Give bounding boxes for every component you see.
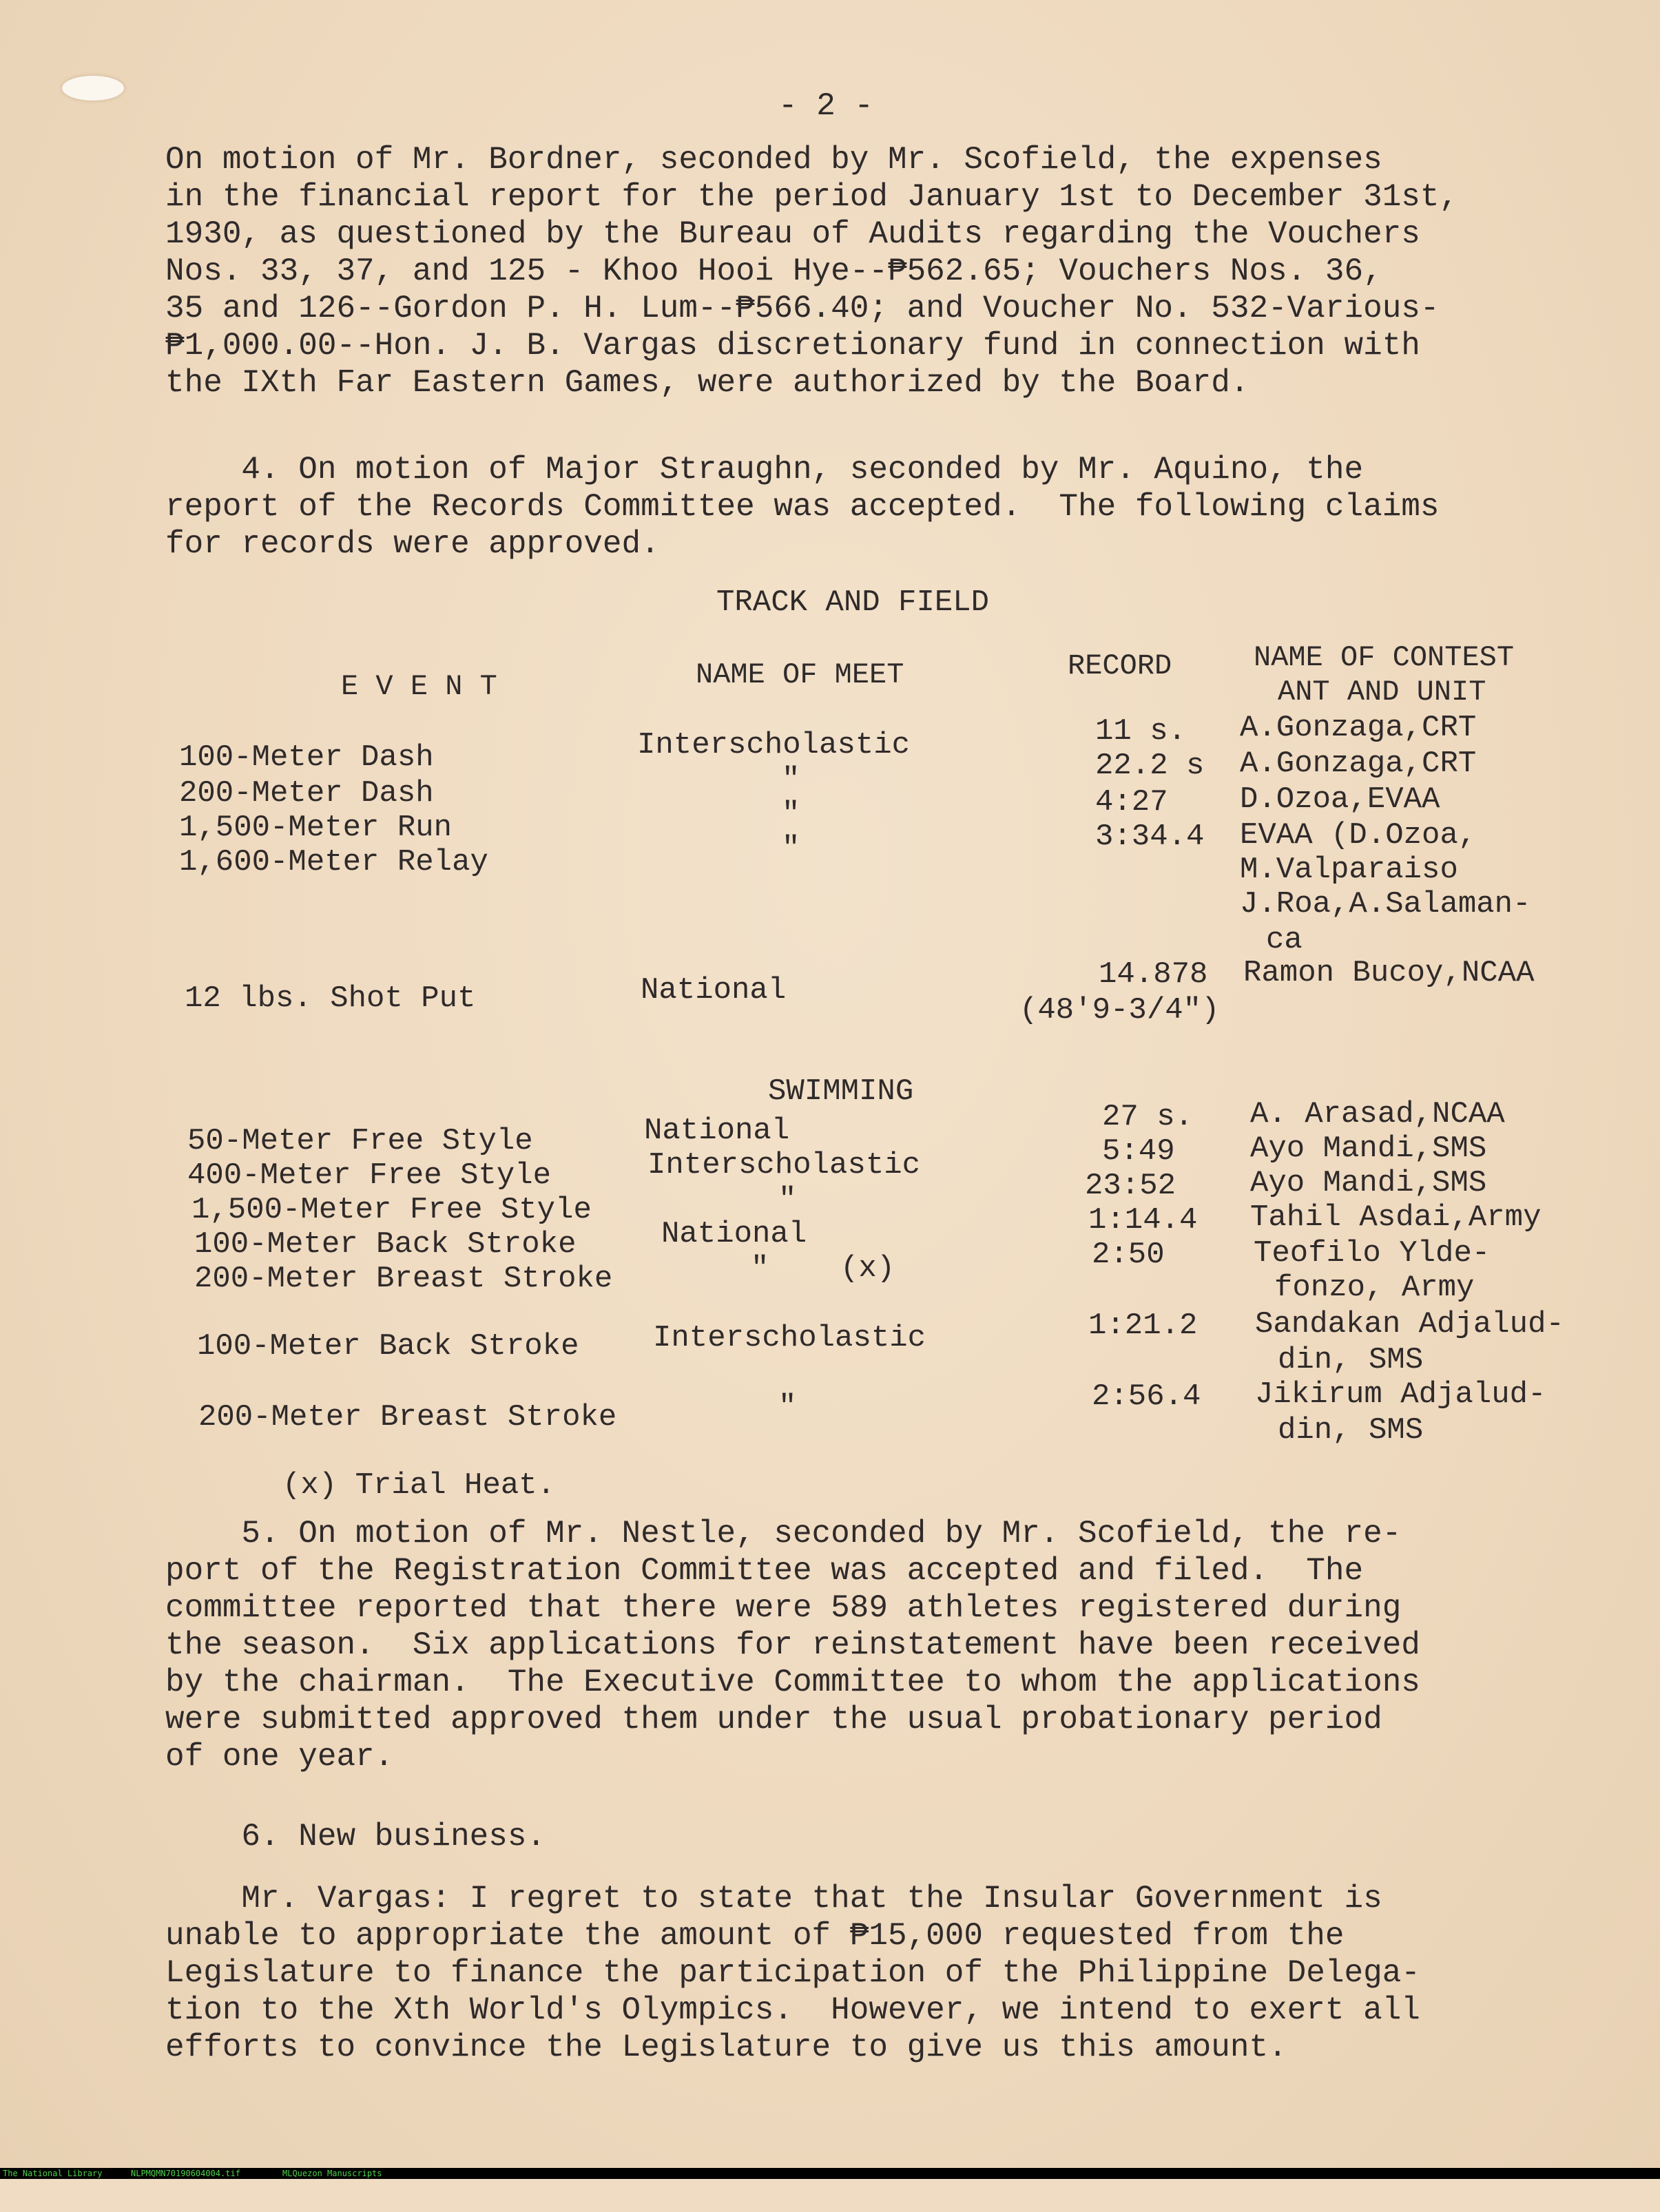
sw-meet: " — [751, 1251, 769, 1286]
page-number: - 2 - — [778, 88, 874, 124]
text-line: On motion of Mr. Bordner, seconded by Mr. Scofield, the expenses — [165, 142, 1382, 178]
text-line: the IXth Far Eastern Games, were authorized by the Board. — [165, 365, 1249, 401]
text-line: were submitted approved them under the usual probationary period — [165, 1702, 1382, 1738]
text-line: Legislature to finance the participation of the Philippine Delega- — [165, 1955, 1420, 1991]
paragraph-expenses — [165, 141, 1570, 401]
sw-event: 50-Meter Free Style — [187, 1124, 533, 1158]
sw-contestant: Ayo Mandi,SMS — [1250, 1131, 1487, 1166]
header-record: RECORD — [1068, 649, 1172, 682]
text-line: in the financial report for the period January 1st to December 31st, — [165, 179, 1459, 215]
tf-contestant: D.Ozoa,EVAA — [1240, 782, 1440, 817]
scan-footer-bar — [0, 2168, 1660, 2179]
footer-collection: MLQuezon Manuscripts — [282, 2169, 382, 2178]
sw-contestant: Sandakan Adjalud- — [1255, 1307, 1564, 1342]
tf-event: 12 lbs. Shot Put — [185, 981, 476, 1016]
sw-contestant: Teofilo Ylde- — [1254, 1236, 1491, 1271]
tf-contestant: A.Gonzaga,CRT — [1240, 747, 1477, 781]
sw-meet: " — [778, 1390, 797, 1424]
tf-meet: National — [641, 973, 787, 1008]
tf-event: 100-Meter Dash — [179, 740, 434, 775]
tf-record-note: (48'9-3/4") — [1019, 993, 1220, 1027]
text-line: for records were approved. — [165, 526, 660, 562]
text-line: unable to appropriate the amount of ₱15,000 requested from the — [165, 1918, 1345, 1954]
sw-event: 200-Meter Breast Stroke — [194, 1262, 613, 1296]
tf-contestant: J.Roa,A.Salaman- — [1240, 887, 1531, 921]
sw-record: 23:52 — [1085, 1169, 1176, 1203]
sw-record: 2:50 — [1092, 1238, 1165, 1272]
text-line: 5. On motion of Mr. Nestle, seconded by Mr. Scofield, the re- — [165, 1516, 1402, 1552]
sw-event: 400-Meter Free Style — [187, 1158, 552, 1193]
paragraph-new-business — [165, 1818, 1570, 1855]
paragraph-vargas — [165, 1880, 1570, 2066]
text-line: port of the Registration Committee was accepted and filed. The — [165, 1553, 1364, 1589]
text-line: the season. Six applications for reinstatement have been received — [165, 1627, 1420, 1663]
sw-contestant: Tahil Asdai,Army — [1250, 1200, 1542, 1235]
tf-meet: " — [782, 831, 800, 866]
text-line: Mr. Vargas: I regret to state that the Insular Government is — [165, 1881, 1382, 1917]
tf-meet: " — [782, 762, 800, 797]
text-line: 6. New business. — [165, 1819, 546, 1855]
sw-record: 5:49 — [1102, 1134, 1175, 1169]
tf-contestant: ca — [1266, 923, 1303, 957]
text-line: 4. On motion of Major Straughn, seconded by Mr. Aquino, the — [165, 452, 1364, 488]
sw-meet: National — [661, 1217, 807, 1251]
tf-contestant: EVAA (D.Ozoa, — [1240, 818, 1477, 853]
sw-event: 200-Meter Breast Stroke — [198, 1400, 617, 1434]
header-contestant-unit: ANT AND UNIT — [1278, 676, 1486, 709]
text-line: tion to the Xth World's Olympics. However, we intend to exert all — [165, 1992, 1420, 2028]
swimming-title: SWIMMING — [768, 1074, 914, 1109]
sw-event: 100-Meter Back Stroke — [194, 1227, 577, 1262]
paragraph-registration — [165, 1515, 1570, 1775]
sw-record: 2:56.4 — [1092, 1379, 1201, 1414]
tf-record: 4:27 — [1095, 785, 1168, 820]
tf-event: 1,600-Meter Relay — [179, 845, 488, 879]
sw-trial-mark: (x) — [840, 1251, 895, 1286]
punch-hole-damage — [62, 76, 124, 101]
footer-file: NLPMQMN70190604004.tif — [131, 2169, 240, 2178]
text-line: Nos. 33, 37, and 125 - Khoo Hooi Hye--₱562.65; Vouchers Nos. 36, — [165, 253, 1382, 289]
sw-record: 27 s. — [1102, 1100, 1194, 1134]
tf-contestant: Ramon Bucoy,NCAA — [1243, 956, 1535, 990]
track-and-field-title: TRACK AND FIELD — [716, 585, 990, 620]
header-contestant: NAME OF CONTEST — [1254, 641, 1515, 674]
sw-contestant: fonzo, Army — [1274, 1271, 1475, 1305]
tf-record: 3:34.4 — [1095, 820, 1205, 854]
text-line: committee reported that there were 589 athletes registered during — [165, 1590, 1402, 1626]
text-line: report of the Records Committee was accepted. The following claims — [165, 489, 1440, 525]
text-line: by the chairman. The Executive Committee to whom the applications — [165, 1665, 1420, 1700]
tf-record: 11 s. — [1095, 714, 1187, 749]
sw-meet: " — [778, 1182, 797, 1217]
sw-contestant: Ayo Mandi,SMS — [1250, 1166, 1487, 1200]
tf-contestant: M.Valparaiso — [1240, 853, 1458, 887]
tf-meet: " — [782, 797, 800, 831]
text-line: 35 and 126--Gordon P. H. Lum--₱566.40; and Voucher No. 532-Various- — [165, 291, 1440, 326]
sw-contestant: Jikirum Adjalud- — [1255, 1377, 1546, 1412]
header-meet: NAME OF MEET — [696, 658, 904, 691]
tf-meet: Interscholastic — [637, 728, 911, 762]
sw-event: 100-Meter Back Stroke — [197, 1329, 579, 1364]
tf-event: 1,500-Meter Run — [179, 811, 453, 845]
text-line: ₱1,000.00--Hon. J. B. Vargas discretionary fund in connection with — [165, 328, 1420, 364]
paragraph-records-committee — [165, 451, 1570, 563]
text-line: of one year. — [165, 1739, 394, 1775]
sw-contestant: din, SMS — [1278, 1413, 1424, 1448]
sw-meet: National — [644, 1114, 790, 1148]
text-line: efforts to convince the Legislature to give us this amount. — [165, 2030, 1287, 2065]
tf-record: 22.2 s — [1095, 749, 1205, 783]
header-event: E V E N T — [341, 670, 497, 703]
sw-meet: Interscholastic — [653, 1321, 926, 1355]
tf-record: 14.878 — [1099, 957, 1208, 992]
sw-record: 1:14.4 — [1088, 1203, 1198, 1238]
footer-library: The National Library — [3, 2169, 103, 2178]
sw-event: 1,500-Meter Free Style — [191, 1193, 592, 1227]
trial-heat-footnote: (x) Trial Heat. — [282, 1468, 556, 1503]
text-line: 1930, as questioned by the Bureau of Audits regarding the Vouchers — [165, 216, 1420, 252]
tf-event: 200-Meter Dash — [179, 776, 434, 811]
sw-contestant: din, SMS — [1278, 1343, 1424, 1377]
sw-contestant: A. Arasad,NCAA — [1250, 1097, 1505, 1131]
sw-record: 1:21.2 — [1088, 1308, 1198, 1343]
tf-contestant: A.Gonzaga,CRT — [1240, 711, 1477, 745]
sw-meet: Interscholastic — [647, 1148, 921, 1182]
